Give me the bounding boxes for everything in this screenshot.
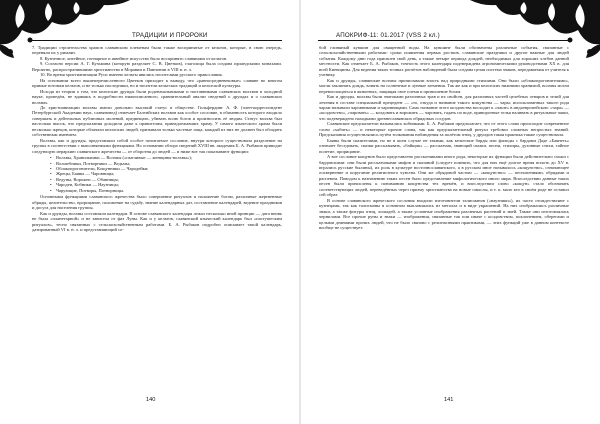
paragraph: Основными функциями славянского жречества было совершение ритуалов и наложение богам, различные жертвенные обряды, целительство, прорицание, положение на судьбу, знание календарных дат, составление календарей, ведение праздников и досуга для населения группы.: [32, 194, 282, 211]
header-rule-left: [30, 40, 282, 41]
paragraph: Славянские предсказатели назывались кобниками. Б. А. Рыбаков предполагает, что от этого слова происходит современное слово «хабить» — и некоторые прочие слова, так как предсказательный ритуал требовал сложных непростых знаний. Предсказания осуществлялись путём толкования наблюдения за полётом птиц, у друидов такая практика также существовала.: [319, 121, 569, 138]
header-rule-right: [318, 40, 570, 41]
paragraph: Волхвы, как и друиды, представляли собой особое почитаемое сословие, внутри которого существовала разделение на группы в соответствии с выполняемыми функциями. Но основании обзора сведений XVIII вв. академик Б. А. Рыбаков приводит следующую иерархию славянского жречества — от оборотня до людей — и ниже вот так показывают функции:: [32, 137, 282, 154]
list-item: • Ведуны, Ворожеи — Обавницы;: [50, 177, 282, 182]
list-item: • Чародеи, Кобники — Наузницы;: [50, 182, 282, 187]
paragraph: 8. Кузнечное, литейное, гончарное и швейное искусство было воспринято славянами от кельтов.: [40, 55, 228, 61]
paragraph: 9. Согласно версии А. Г. Кузьмина (которую разделяет С. В. Цветков), глаголица была создана ирландскими монахами. Вероятно, распространившими христианство в Моравии и Паннонии в VIII в. н. э.: [32, 61, 282, 72]
page-number-left: 140: [146, 397, 156, 403]
paragraph: В основе славянского жреческого сословия входили изготовители талисманов («наузники»), их часто отождествляют с кузнецами, так как талисманы в основном выплавлялись из металла и в виде украшений. На них изображались различные знаки, а также фигуры птиц, лошадей, а также условные изображения различных растений и змей. Также они изготовлялись чернилами. Все прочие руны и знаки — изображения, связанные так или иначе с колдовством, поклонением, оберегами и целыми деяниями прочих людей, что не было связано с религиозными практиками, — этих функций уже в данном контексте вообще не существует.: [319, 197, 569, 230]
list-item: • Волшебники, Потворники — Ведьмы;: [50, 161, 282, 166]
list-item: • Облакопрогонители, Кощунники — Чародейки;: [50, 166, 282, 171]
paragraph: Исходя из теории о том, что кельтские друиды были родоначальниками и наставниками славянских волхвов в холодной науке, проведём, не вдаваясь в подробности нижеописанного, сравнительный анализ сведений о друидах и о славянских волхвах.: [32, 88, 282, 105]
paragraph: До христианизации волхвы имели довольно высокий статус в обществе. Гильфердинг А. Ф. (член-корреспондент Петербургской Академии наук, славяновед) отмечает Балтийских волхвов как особое сословие, в обязанность которого входило совершать и дейтельных публичных молений, предвещать, убивать волю богов и произносить её людям. Статус волхва был настолько высок, что предсказания доходили даже к правителям, принадлежавших храму. У самого языческого храма были несколько жрецов, которые облачали кельтских людей, призывали только частные лица, каждый из них не должен был обладать собственным имением.: [32, 104, 282, 138]
left-page-body: [32, 45, 282, 232]
paragraph: Как и друиды, славянские волхвы приписывали власть над природными стихиями. Они были «облакопрогонителями», могли заклинать дождь, влиять на солнечные и лунные затмения. Так же как и при кельтских нижними хранимой, волхвы могли перевоплощаться в животных, защищая свое племя и приношение богам.: [319, 77, 569, 94]
paragraph: Как и друиды, волхвы составляли календари. В основе славянского календаря лежал несколько иной принцип — дата вновь не была «планетарной» и не зависела от фаз Луны. Как и у кельтов, славянский языческий календарь был «пастушеским ритуалов», тесно связанных с сельскохозяйственным работами. Б. А. Рыбаков подробно описывает такой календарь, датированный VI в. н. э. и представляющий со-: [32, 210, 282, 232]
right-page-body: [319, 45, 569, 230]
hierarchy-list: [32, 155, 282, 193]
running-head-right: АПОКРИФ-11: 01.2017 (VSS 2 кл.): [336, 32, 440, 39]
running-head-left: ТРАДИЦИИ И ПРОРОКИ: [132, 32, 208, 39]
paragraph: Как и друиды, волхвы были знатоками различных трав и их свойств, для различных частей целебных отваров и зелий для лечения в составе специальной прецедент — «то, откуда и название такого кощунства — чары; использованных такого рода чарам называли чаровниками и чаровницами. Само название этого колдовства восходит к «чаше» в индоевропейском: «чара» — «колдовство», «чаровать» — колдовать и ворожить — чаровать, гадать по воде, приворотные зелья наливать в ритуальные чаши, что подтверждено находками древнеславянских обрядовых сосудов.: [319, 94, 569, 121]
page-number-right: 141: [444, 397, 454, 403]
paragraph: 7. Традиции строительства храмов славянским племенам были также воспринятые от кельтов, которые, в свою очередь, переняли их у римлян.: [32, 45, 282, 56]
paragraph: бой глиняный кувшин для священной воды. На кувшине были обозначены различные события, связанные с сельскохозяйственными работами: сроки появления первых ростков, славянские праздники и другие важные для людей события. Каждому дню года присвоен свой день, а также четыре периода дождей, необходимых для хороших хлебов данной местности. Как отмечает Б. А. Рыбаков, точность этого календаря подтверждена агрономическими руководствами XX в. для всей Киевщины. Для ведения таких точных расчётов наблюдений была создана целая система знаков, передаваемая от учителя к ученику.: [319, 45, 569, 78]
paragraph: А вот сословие кощунов было представлено рассказчиками иного рода, некоторые их функции были действительно схожи с бардовскими: они были рассказчиками мифов и сказаний (следует помнить, что для них ещё долгое время вплоть до XV в. игрались русские былины), их роль в культуре восточнославянского, а в русском иное называлось «кощунство», означающее осквернение и поругание религиозного чувства. Они же обрядовой частью — «кощунство» — песнопениями, обрядами и распевом. Поводом к назначению таких песен было представление мифологического иного мира. Впоследствии данные таких песен были причислены к пониманию кощунства тех времён, и впоследствии слово «кощун» стало обозначать соответствующих людей, переведённых через призму христианства на новые смыслы, и т. к. мало кто в своём роде не оставил сей образ.: [319, 154, 569, 198]
list-item: • Волхвы, Хранильники — Волхвы («пытливые — женщины-волхвы»);: [50, 155, 282, 160]
paragraph: На основании всего вышеперечисленного Цветков приходит к выводу, что «ранносредневековые» славяне во многом прямые потомки кельтов, и не только наследники, но и носители кельтских традиций и кельтской культуры.: [32, 77, 282, 89]
list-item: • Чарующие, Потворы, Потворницы.: [50, 188, 282, 193]
right-page: [300, 0, 600, 424]
paragraph: 10. Во время христианизации Руси именно кельты явились носителями русского православия.: [40, 72, 223, 78]
list-item: • Жрецы, Баяны — Чаровницы;: [50, 171, 282, 176]
paragraph: Баяны были сказителями, но не в коем случае не такими, как кельтские барды или филиды с бардами Даде «Баянеть» означает беседовать, сказки рассказывать, «байщик» — рассказчик, знающий сказки, песни, стихиры, духовные стихи, тайное полетие, прорицание.: [319, 137, 569, 154]
